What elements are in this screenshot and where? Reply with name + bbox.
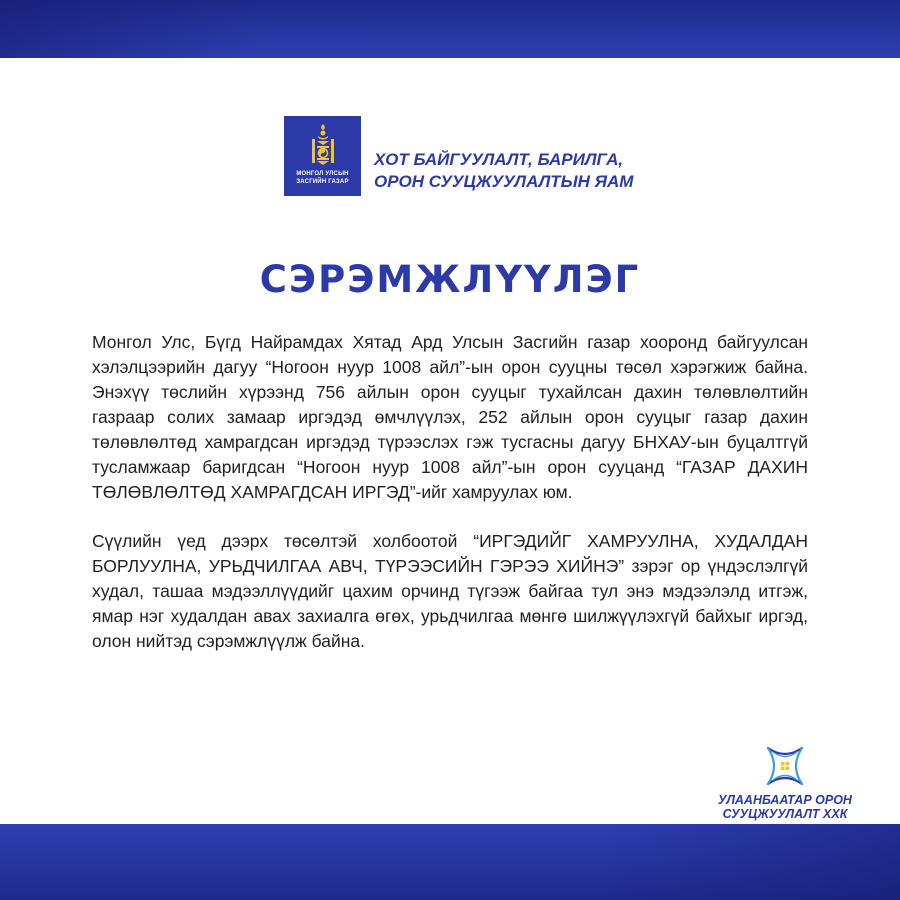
- ministry-name: [374, 149, 674, 193]
- company-name-line2: СУУЦЖУУЛАЛТ ХХК: [722, 807, 848, 821]
- paragraph-2: Сүүлийн үед дээрх төсөлтэй холбоотой “ИРГЭДИЙГ ХАМРУУЛНА, ХУДАЛДАН БОРЛУУЛНА, УРЬДЧИЛГАА АВЧ, ТҮРЭЭСИЙН ГЭРЭЭ ХИЙНЭ” зэрэг ор үндэслэлгүй худал, ташаа мэдээллүүдийг цахим орчинд түгээж байгаа тул энэ мэдээлэлд итгэж, ямар нэг худалдан авах захиалга өгөх, урьдчилгаа мөнгө шилжүүлэхгүй байхыг иргэд, олон нийтэд сэрэмжлүүлж байна.: [92, 531, 808, 651]
- bottom-banner: [0, 824, 900, 900]
- ministry-emblem: [284, 116, 361, 196]
- announcement-body: [92, 330, 808, 678]
- emblem-caption: МОНГОЛ УЛСЫН ЗАСГИЙН ГАЗАР: [296, 171, 349, 185]
- ministry-name-line2: ОРОН СУУЦЖУУЛАЛТЫН ЯАМ: [374, 172, 634, 191]
- ministry-name-line1: ХОТ БАЙГУУЛАЛТ, БАРИЛГА,: [374, 150, 624, 169]
- top-banner: [0, 0, 900, 58]
- soyombo-emblem-icon: [309, 123, 337, 167]
- company-name-line1: УЛААНБААТАР ОРОН: [718, 793, 852, 807]
- page-title: СЭРЭМЖЛҮҮЛЭГ: [259, 258, 641, 301]
- company-logo: [700, 744, 870, 824]
- paragraph-1: Монгол Улс, Бүгд Найрамдах Хятад Ард Улсын Засгийн газар хооронд байгуулсан хэлэлцээрийн дагуу “Ногоон нуур 1008 айл”-ын орон сууцны төсөл хэрэгжиж байна. Энэхүү төслийн хүрээнд 756 айлын орон сууцыг тухайлсан дахин төлөвлөлтийн газраар солих замаар иргэдэд өмчлүүлэх, 252 айлын орон сууцыг газар дахин төлөвлөлтөд хамрагдсан иргэдэд түрээслэх гэж тусгасны дагуу БНХАУ-ын буцалтгүй тусламжаар баригдсан “Ногоон нуур 1008 айл”-ын орон сууцанд “ГАЗАР ДАХИН ТӨЛӨВЛӨЛТӨД ХАМРАГДСАН ИРГЭД”-ийг хамруулах юм.: [92, 332, 808, 502]
- company-mark-icon: [764, 744, 806, 788]
- company-name: [700, 793, 870, 821]
